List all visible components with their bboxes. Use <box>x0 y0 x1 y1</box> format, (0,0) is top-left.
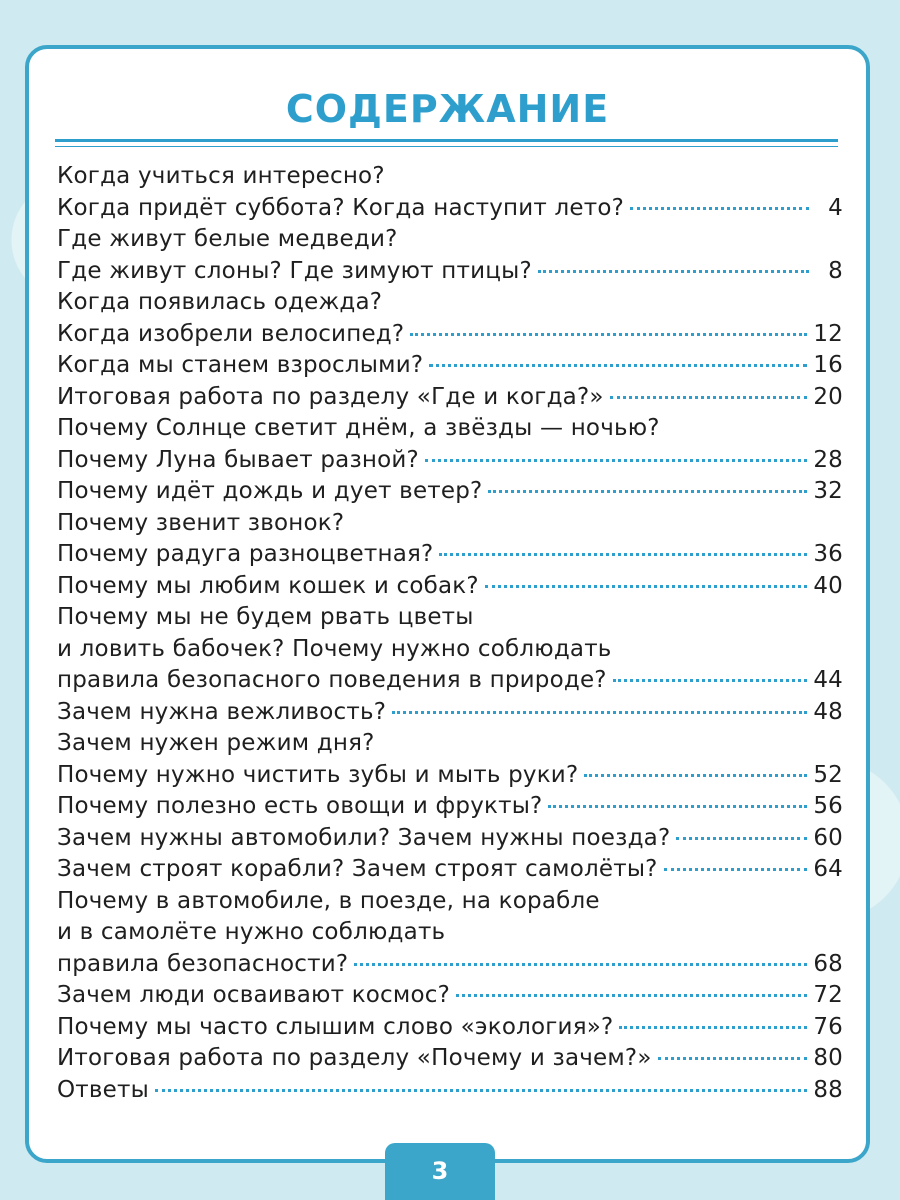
page-title: СОДЕРЖАНИЕ <box>285 87 610 131</box>
toc-entry-title: Почему Луна бывает разной? <box>57 446 419 473</box>
dot-leader <box>456 994 807 997</box>
toc-entry-title: Почему идёт дождь и дует ветер? <box>57 478 483 504</box>
table-of-contents <box>57 161 843 1106</box>
toc-entry-title: Почему нужно чистить зубы и мыть руки? <box>57 761 579 788</box>
toc-entry-title: Зачем нужны автомобили? Зачем нужны поезда? <box>57 824 671 851</box>
dot-leader <box>538 270 809 273</box>
toc-entry-title: Почему мы не будем рвать цветы <box>57 604 474 630</box>
dot-leader <box>548 805 807 808</box>
toc-entry <box>57 917 843 949</box>
dot-leader <box>425 459 807 462</box>
toc-entry <box>57 256 843 288</box>
toc-entry-page: 12 <box>813 320 843 347</box>
dot-leader <box>619 1026 807 1029</box>
toc-entry <box>57 854 843 886</box>
toc-entry-title: Почему Солнце светит днём, а звёзды — ночью? <box>57 415 660 441</box>
toc-entry-title: Почему мы часто слышим слово «экология»? <box>57 1013 614 1040</box>
toc-entry-title: Когда появилась одежда? <box>57 289 383 315</box>
toc-entry-title: Почему звенит звонок? <box>57 509 345 536</box>
dot-leader <box>392 711 807 714</box>
toc-entry-page: 68 <box>813 950 843 977</box>
title-underline-thick <box>55 139 838 142</box>
toc-entry-page: 16 <box>813 352 843 378</box>
toc-entry <box>57 949 843 981</box>
toc-entry-title: Почему в автомобиле, в поезде, на корабле <box>57 887 600 914</box>
toc-entry-page: 80 <box>813 1045 843 1071</box>
toc-entry <box>57 476 843 508</box>
dot-leader <box>613 679 808 682</box>
toc-entry-title: Где живут белые медведи? <box>57 226 398 252</box>
toc-entry-page: 32 <box>813 478 843 504</box>
toc-entry <box>57 224 843 256</box>
toc-entry-page: 28 <box>813 446 843 473</box>
toc-entry <box>57 161 843 193</box>
dot-leader <box>488 490 807 493</box>
toc-entry-page: 88 <box>813 1076 843 1103</box>
page-number-tab: 3 <box>385 1143 495 1200</box>
toc-entry-title: Почему мы любим кошек и собак? <box>57 572 479 599</box>
toc-entry <box>57 886 843 918</box>
toc-entry-page: 44 <box>813 667 843 693</box>
toc-entry-title: Когда мы станем взрослыми? <box>57 352 424 378</box>
toc-entry <box>57 287 843 319</box>
toc-entry-title: Почему полезно есть овощи и фрукты? <box>57 793 543 819</box>
toc-entry-page: 40 <box>813 572 843 599</box>
toc-entry-title: Когда изобрели велосипед? <box>57 320 405 347</box>
toc-entry <box>57 1075 843 1107</box>
toc-entry <box>57 728 843 760</box>
toc-entry-page: 64 <box>813 856 843 882</box>
toc-entry <box>57 445 843 477</box>
dot-leader <box>676 837 807 840</box>
toc-entry-page: 20 <box>813 383 843 410</box>
toc-entry <box>57 760 843 792</box>
toc-entry <box>57 193 843 225</box>
toc-entry <box>57 791 843 823</box>
toc-entry-title: Ответы <box>57 1076 149 1103</box>
toc-entry-title: Зачем люди осваивают космос? <box>57 982 450 1008</box>
toc-entry-page: 4 <box>828 194 843 221</box>
toc-entry-page: 36 <box>813 541 843 567</box>
toc-entry <box>57 319 843 351</box>
toc-entry <box>57 823 843 855</box>
toc-entry <box>57 508 843 540</box>
toc-entry-page: 8 <box>828 257 843 284</box>
dot-leader <box>485 585 808 588</box>
dot-leader <box>658 1057 808 1060</box>
toc-entry-page: 52 <box>813 761 843 788</box>
dot-leader <box>664 868 808 871</box>
toc-entry <box>57 1043 843 1075</box>
toc-entry <box>57 665 843 697</box>
dot-leader <box>439 553 807 556</box>
toc-entry <box>57 350 843 382</box>
contents-page <box>25 45 870 1163</box>
toc-entry-title: Зачем строят корабли? Зачем строят самолёты? <box>57 856 658 882</box>
toc-entry <box>57 539 843 571</box>
toc-entry-title: Зачем нужна вежливость? <box>57 698 387 725</box>
title-underline-thin <box>55 146 838 147</box>
dot-leader <box>429 364 807 367</box>
dot-leader <box>630 207 809 210</box>
toc-entry <box>57 980 843 1012</box>
dot-leader <box>410 333 807 336</box>
toc-entry-title: и ловить бабочек? Почему нужно соблюдать <box>57 635 612 662</box>
toc-entry-title: Когда учиться интересно? <box>57 163 385 189</box>
toc-entry-title: Итоговая работа по разделу «Почему и зачем?» <box>57 1045 652 1071</box>
toc-entry-title: Зачем нужен режим дня? <box>57 730 375 756</box>
toc-entry <box>57 602 843 634</box>
toc-entry-page: 60 <box>813 824 843 851</box>
toc-entry <box>57 382 843 414</box>
toc-entry-title: правила безопасности? <box>57 950 349 977</box>
toc-entry <box>57 1012 843 1044</box>
toc-entry-page: 56 <box>813 793 843 819</box>
toc-entry <box>57 634 843 666</box>
toc-entry-title: Почему радуга разноцветная? <box>57 541 434 567</box>
toc-entry-page: 76 <box>813 1013 843 1040</box>
dot-leader <box>155 1089 807 1092</box>
toc-entry-title: Где живут слоны? Где зимуют птицы? <box>57 257 532 284</box>
toc-entry <box>57 571 843 603</box>
toc-entry-title: Итоговая работа по разделу «Где и когда?» <box>57 383 604 410</box>
toc-entry <box>57 413 843 445</box>
dot-leader <box>610 396 808 399</box>
dot-leader <box>584 774 807 777</box>
toc-entry-page: 72 <box>813 982 843 1008</box>
toc-entry-title: и в самолёте нужно соблюдать <box>57 919 446 945</box>
dot-leader <box>354 963 807 966</box>
toc-entry <box>57 697 843 729</box>
toc-entry-page: 48 <box>813 698 843 725</box>
toc-entry-title: правила безопасного поведения в природе? <box>57 667 607 693</box>
toc-entry-title: Когда придёт суббота? Когда наступит лето? <box>57 194 625 221</box>
